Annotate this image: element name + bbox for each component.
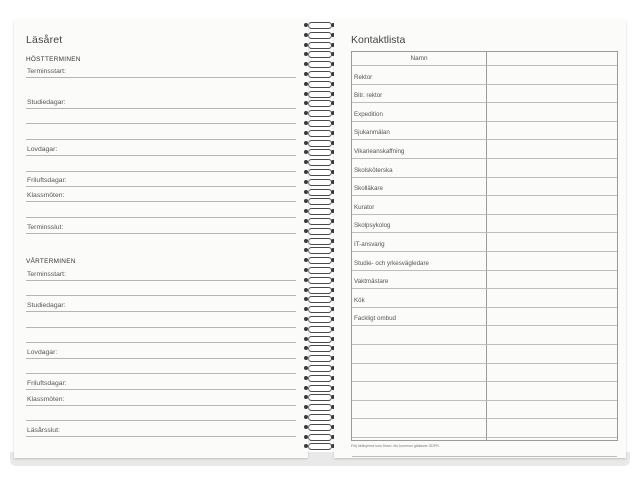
line-label: Studiedagar: xyxy=(27,99,66,106)
writing-line[interactable] xyxy=(26,373,296,374)
wire-ring xyxy=(308,434,332,441)
line-label: Terminsstart: xyxy=(27,271,66,278)
left-page xyxy=(14,20,308,458)
spiral-coil xyxy=(304,120,334,126)
wire-ring xyxy=(308,218,332,225)
wire-ring xyxy=(308,306,332,313)
wire-ring xyxy=(308,169,332,176)
spiral-coil xyxy=(304,198,334,204)
spiral-coil xyxy=(304,326,334,332)
spiral-coil xyxy=(304,32,334,38)
wire-ring xyxy=(308,365,332,372)
line-label: Lovdagar: xyxy=(27,146,58,153)
wire-ring xyxy=(308,424,332,431)
contact-row-label: Skolsköterska xyxy=(354,166,393,174)
line-label: Studiedagar: xyxy=(27,302,66,309)
autumn-line-holidays[interactable] xyxy=(26,146,296,156)
wire-ring xyxy=(308,32,332,39)
wire-ring xyxy=(308,198,332,205)
wire-ring xyxy=(308,22,332,29)
contact-row[interactable] xyxy=(352,381,617,382)
spiral-coil xyxy=(304,159,334,165)
gdpr-footnote: Följ riktlinjerna som finns i din kommun gällande GDPR. xyxy=(351,444,440,448)
wire-ring xyxy=(308,345,332,352)
column-header-name: Namn xyxy=(410,55,428,62)
wire-ring xyxy=(308,267,332,274)
wire-ring xyxy=(308,159,332,166)
contact-row[interactable] xyxy=(352,296,617,308)
wire-ring xyxy=(308,42,332,49)
contact-row[interactable] xyxy=(352,241,617,252)
wire-ring xyxy=(308,228,332,235)
contact-row[interactable] xyxy=(352,344,617,345)
spring-line-holidays[interactable] xyxy=(26,349,296,359)
spiral-coil xyxy=(304,316,334,322)
spiral-coil xyxy=(304,169,334,175)
wire-ring xyxy=(308,71,332,78)
autumn-term-heading: HÖSTTERMINEN xyxy=(26,56,81,63)
spiral-coil xyxy=(304,355,334,361)
contact-row-label: Studie- och yrkesvägledare xyxy=(354,259,429,267)
contact-row[interactable] xyxy=(352,400,617,401)
spiral-coil xyxy=(304,345,334,351)
writing-line[interactable] xyxy=(26,420,296,421)
contact-row[interactable] xyxy=(352,259,617,271)
contact-row-label: Vikarieanskaffning xyxy=(354,148,405,155)
contact-row-label: Expedition xyxy=(354,110,383,118)
spiral-coil xyxy=(304,296,334,302)
spiral-coil xyxy=(304,149,334,155)
spiral-coil xyxy=(304,375,334,381)
spiral-coil xyxy=(304,306,334,312)
spiral-coil xyxy=(304,336,334,342)
spiral-coil xyxy=(304,443,334,449)
spiral-coil xyxy=(304,22,334,28)
contact-row[interactable] xyxy=(352,110,617,122)
wire-ring xyxy=(308,208,332,215)
spiral-coil xyxy=(304,287,334,293)
contact-row[interactable] xyxy=(352,148,617,159)
wire-ring xyxy=(308,149,332,156)
line-label: Friluftsdagar: xyxy=(27,177,67,184)
contact-row-label: Kök xyxy=(354,296,365,304)
wire-ring xyxy=(308,130,332,137)
contact-row[interactable] xyxy=(352,456,617,457)
spiral-coil xyxy=(304,110,334,116)
writing-line[interactable] xyxy=(26,295,296,296)
spiral-coil xyxy=(304,51,334,57)
wire-ring xyxy=(308,91,332,98)
line-label: Klassmöten: xyxy=(27,396,65,403)
spring-line-class-meetings[interactable] xyxy=(26,396,296,406)
contact-row[interactable] xyxy=(352,203,617,215)
spring-line-year-end[interactable] xyxy=(26,427,296,437)
wire-ring xyxy=(308,355,332,362)
contact-row[interactable] xyxy=(352,166,617,178)
writing-line[interactable] xyxy=(26,327,296,328)
contact-row-label: Sjukanmälan xyxy=(354,129,390,137)
wire-ring xyxy=(308,277,332,284)
spring-line-outdoor-days[interactable] xyxy=(26,380,296,390)
page-title: Läsåret xyxy=(26,34,63,46)
header-rule xyxy=(352,65,617,66)
wire-ring xyxy=(308,336,332,343)
wire-ring xyxy=(308,296,332,303)
contact-row[interactable] xyxy=(352,437,617,438)
line-label: Klassmöten: xyxy=(27,192,65,199)
wire-ring xyxy=(308,326,332,333)
wire-ring xyxy=(308,257,332,264)
contact-row-label: Rektor xyxy=(354,73,373,81)
contact-row[interactable] xyxy=(352,418,617,419)
wire-ring xyxy=(308,238,332,245)
spiral-coil xyxy=(304,208,334,214)
contact-row[interactable] xyxy=(352,278,617,289)
spiral-coil xyxy=(304,257,334,263)
writing-line[interactable] xyxy=(26,342,296,343)
spiral-coil xyxy=(304,385,334,391)
wire-ring xyxy=(308,443,332,450)
wire-ring xyxy=(308,110,332,117)
wire-ring xyxy=(308,179,332,186)
spiral-coil xyxy=(304,130,334,136)
wire-ring xyxy=(308,120,332,127)
contact-row[interactable] xyxy=(352,129,617,140)
spiral-coil xyxy=(304,61,334,67)
wire-ring xyxy=(308,404,332,411)
spiral-coil xyxy=(304,238,334,244)
line-label: Läsårsslut: xyxy=(27,427,60,434)
contact-row[interactable] xyxy=(352,363,617,364)
line-label: Terminsstart: xyxy=(27,68,66,75)
spiral-coil xyxy=(304,404,334,410)
autumn-line-start[interactable] xyxy=(26,68,296,78)
wire-ring xyxy=(308,287,332,294)
contact-row[interactable] xyxy=(352,92,617,103)
contact-row-label: Bitr. rektor xyxy=(354,92,383,100)
spring-term-heading: VÅRTERMINEN xyxy=(26,258,76,265)
spiral-coil xyxy=(304,277,334,283)
spiral-coil xyxy=(304,179,334,185)
contact-row[interactable] xyxy=(352,222,617,233)
spiral-coil xyxy=(304,91,334,97)
spiral-coil xyxy=(304,267,334,273)
spiral-coil xyxy=(304,424,334,430)
wire-ring xyxy=(308,385,332,392)
contact-row-label: Skolläkare xyxy=(354,185,383,193)
wire-ring xyxy=(308,100,332,107)
spring-line-start[interactable] xyxy=(26,271,296,281)
writing-line[interactable] xyxy=(26,139,296,140)
spiral-coil xyxy=(304,247,334,253)
writing-line[interactable] xyxy=(26,217,296,218)
spiral-coil xyxy=(304,71,334,77)
wire-ring xyxy=(308,375,332,382)
wire-ring xyxy=(308,81,332,88)
spiral-coil xyxy=(304,394,334,400)
writing-line[interactable] xyxy=(26,171,296,172)
right-page xyxy=(334,20,626,458)
wire-ring xyxy=(308,51,332,58)
spiral-coil xyxy=(304,140,334,146)
wire-ring xyxy=(308,61,332,68)
wire-ring xyxy=(308,394,332,401)
contact-row-label: IT-ansvarig xyxy=(354,241,385,248)
spiral-coil xyxy=(304,434,334,440)
wire-ring xyxy=(308,140,332,147)
spiral-coil xyxy=(304,414,334,420)
line-label: Terminsslut: xyxy=(27,224,64,231)
spiral-coil xyxy=(304,365,334,371)
contact-row[interactable] xyxy=(352,315,617,326)
page-title: Kontaktlista xyxy=(351,34,406,46)
spiral-coil xyxy=(304,228,334,234)
spring-line-study-days[interactable] xyxy=(26,302,296,312)
writing-line[interactable] xyxy=(26,123,296,124)
contact-row-label: Skolpsykolog xyxy=(354,222,391,230)
autumn-line-term-end[interactable] xyxy=(26,224,296,234)
line-label: Lovdagar: xyxy=(27,349,58,356)
wire-ring xyxy=(308,189,332,196)
contact-row-label: Fackligt ombud xyxy=(354,315,396,323)
wire-ring xyxy=(308,414,332,421)
autumn-line-outdoor-days[interactable] xyxy=(26,177,296,187)
autumn-line-study-days[interactable] xyxy=(26,99,296,109)
autumn-line-class-meetings[interactable] xyxy=(26,192,296,202)
wire-ring xyxy=(308,316,332,323)
spiral-coil xyxy=(304,189,334,195)
contact-row[interactable] xyxy=(352,73,617,85)
spiral-coil xyxy=(304,81,334,87)
contact-row-label: Vaktmästare xyxy=(354,278,389,286)
contact-table xyxy=(351,51,618,441)
spiral-coil xyxy=(304,218,334,224)
contact-row-label: Kurator xyxy=(354,203,375,211)
wire-ring xyxy=(308,247,332,254)
line-label: Friluftsdagar: xyxy=(27,380,67,387)
spiral-coil xyxy=(304,42,334,48)
spiral-coil xyxy=(304,100,334,106)
contact-row[interactable] xyxy=(352,185,617,196)
